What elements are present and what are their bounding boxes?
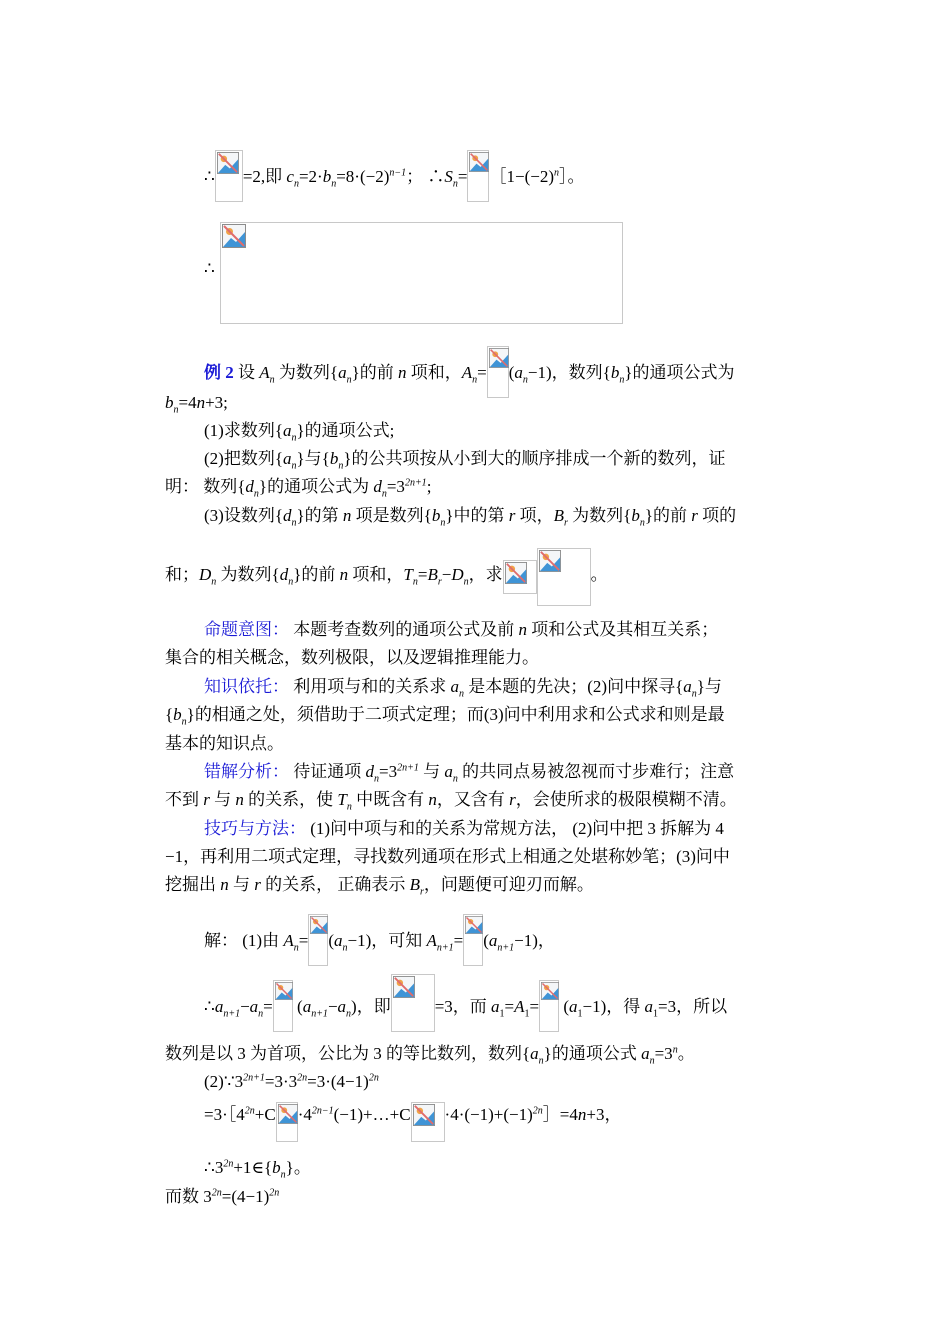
solution-line-1: 解： (1)由 $A_n=$ $(a_n-1)$，可知 $A_{n+1}=$ $(a_{n+1}-1)$， (204, 914, 555, 966)
error-analysis-line-1: 错解分析： 待证通项 $d_n=3^{2n+1}$ 与 $a_n$ 的共同点易被忽视而寸步难行；注意 (204, 762, 735, 785)
knowledge-line-2: $\{b_n\}$的相通之处，须借助于二项式定理；而(3)问中利用求和公式求和则是最 (165, 705, 725, 728)
broken-image-icon (276, 1102, 298, 1142)
broken-image-icon (308, 914, 328, 966)
intent-line-1: 命题意图： 本题考查数列的通项公式及前 n 项和公式及其相互关系； (204, 620, 719, 639)
broken-image-icon (463, 914, 483, 966)
therefore-symbol: ∴ (204, 259, 215, 278)
knowledge-line-1: 知识依托： 利用项与和的关系求 $a_n$ 是本题的先决；(2)问中探寻$\{a_n\}$与 (204, 677, 722, 700)
solution-line-5: $=3\cdot[4^{2n}+C$ $\cdot 4^{2n-1}(-1)+\dots+C$ $\cdot 4\cdot(-1)+(-1)^{2n}]=4n+3$， (204, 1102, 621, 1142)
broken-image-icon (215, 150, 243, 202)
solution-line-4: $(2)\because 3^{2n+1}=3\cdot 3^{2n}=3\cdot(4-1)^{2n}$ (204, 1072, 379, 1091)
broken-image-icon (467, 150, 489, 202)
formula-line-sn: ∴ =2,即 $c_n=2\cdot b_n=8\cdot(-2)^{n-1}$； $\therefore S_n=$ $[1-(-2)^n]$。 (204, 150, 584, 202)
question-2-line-1: (2)把数列$\{a_n\}$与$\{b_n\}$的公共项按从小到大的顺序排成一个新的数列，证 (204, 449, 726, 472)
solution-line-2: $\therefore a_{n+1}-a_n=$ $(a_{n+1}-a_n)$，即 =3，而 $a_1=A_1=$ $(a_1-1)$，得 $a_1=3$，所以 (204, 974, 727, 1032)
error-analysis-line-2: 不到 r 与 n 的关系，使 $T_n$ 中既含有 n，又含有 r，会使所求的极限模糊不清。 (165, 790, 737, 813)
question-3-line-1: (3)设数列$\{d_n\}$的第 n 项是数列$\{b_n\}$中的第 r 项，$B_r$ 为数列$\{b_n\}$的前 r 项的 (204, 506, 737, 529)
solution-line-3: 数列是以 3 为首项，公比为 3 的等比数列，数列$\{a_n\}$的通项公式 $a_n=3^n$。 (165, 1044, 695, 1067)
skill-line-2: −1，再利用二项式定理，寻找数列通项在形式上相通之处堪称妙笔；(3)问中 (165, 847, 730, 866)
broken-image-icon (503, 560, 537, 594)
knowledge-line-3: 基本的知识点。 (165, 734, 284, 753)
question-1: (1)求数列$\{a_n\}$的通项公式; (204, 421, 395, 444)
skill-line-1: 技巧与方法： (1)问中项与和的关系为常规方法， (2)问中把 3 拆解为 4 (204, 819, 724, 838)
skill-line-3: 挖掘出 n 与 r 的关系， 正确表示 $B_r$，问题便可迎刃而解。 (165, 875, 594, 898)
solution-line-7: 而数 $3^{2n}=(4-1)^{2n}$ (165, 1187, 280, 1206)
intent-line-2: 集合的相关概念，数列极限，以及逻辑推理能力。 (165, 648, 539, 667)
broken-image-icon (411, 1102, 445, 1142)
broken-image-icon (539, 980, 559, 1032)
broken-image-icon (222, 224, 246, 248)
question-3-line-2: 和；$D_n$ 为数列$\{d_n\}$的前 n 项和，$T_n=B_r-D_n$，求 。 (165, 548, 608, 606)
broken-image-icon (487, 346, 509, 398)
broken-image-icon (273, 980, 293, 1032)
bn-formula: $b_n=4n+3$; (165, 393, 228, 416)
solution-line-6: $\therefore 3^{2n}+1\in\{b_n\}$。 (204, 1158, 311, 1181)
example-2-heading: 例 2 设 $A_n$ 为数列$\{a_n\}$的前 n 项和，$A_n=$ $(a_n-1)$，数列$\{b_n\}$的通项公式为 (204, 346, 734, 398)
broken-image-icon (391, 974, 435, 1032)
question-2-line-2: 明： 数列$\{d_n\}$的通项公式为 $d_n=3^{2n+1}$; (165, 477, 432, 500)
formula-image-box (220, 222, 623, 324)
broken-image-icon (537, 548, 591, 606)
